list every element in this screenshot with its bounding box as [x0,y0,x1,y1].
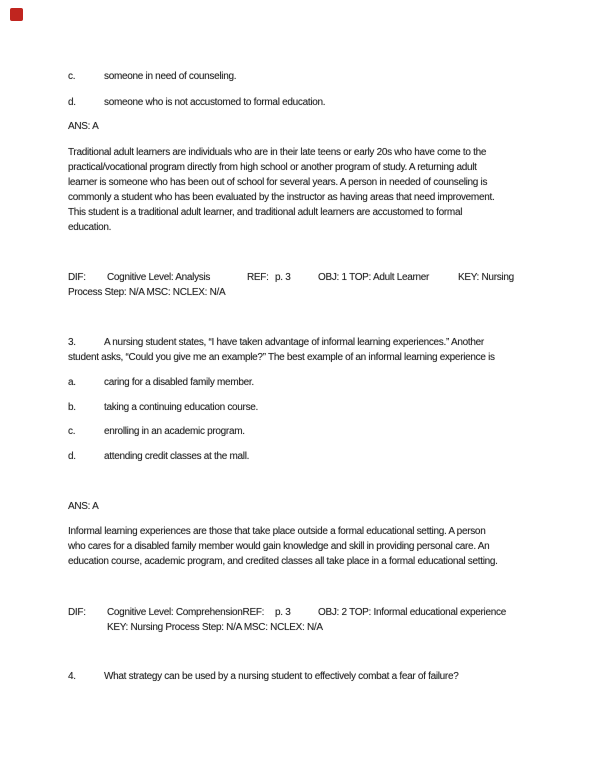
q2-answer: ANS: A [68,121,99,132]
rationale-line: education. [68,222,112,233]
q3-rationale [68,524,586,569]
key-process-step: KEY: Nursing Process Step: N/A MSC: NCLEX: N/A [107,622,323,633]
q3-option-c [68,424,586,439]
option-text: attending credit classes at the mall. [104,451,250,462]
obj-topic: OBJ: 2 TOP: Informal educational experience [318,607,506,618]
rationale-line: practical/vocational program directly from high school or another program of study. A returning adult [68,162,477,173]
q2-meta-line1 [68,270,586,285]
cognitive-level: Cognitive Level: Analysis [107,272,211,283]
q2-option-c [68,69,586,84]
option-label: d. [68,451,76,462]
option-label: c. [68,426,76,437]
q2-rationale [68,145,586,235]
option-text: someone in need of counseling. [104,71,237,82]
q3-meta-line2 [68,620,586,635]
option-label: b. [68,402,76,413]
rationale-line: commonly a student who has been evaluated by the instructor as having areas that need improvement. [68,192,495,203]
q4-stem [68,669,586,684]
question-text: What strategy can be used by a nursing student to effectively combat a fear of failure? [104,671,459,682]
rationale-line: Traditional adult learners are individuals who are in their late teens or early 20s who have come to the [68,147,487,158]
question-number: 3. [68,337,76,348]
rationale-line: This student is a traditional adult learner, and traditional adult learners are accustomed to formal [68,207,463,218]
red-square-marker [10,8,23,21]
cognitive-level-ref: Cognitive Level: ComprehensionREF: [107,607,265,618]
option-label: d. [68,97,76,108]
q3-stem-line1 [68,335,586,350]
q2-option-d [68,95,586,110]
option-text: enrolling in an academic program. [104,426,245,437]
ref-label: REF: [247,272,269,283]
rationale-line: Informal learning experiences are those that take place outside a formal educational setting. A person [68,526,486,537]
dif-label: DIF: [68,607,86,618]
option-text: taking a continuing education course. [104,402,259,413]
rationale-line: education course, academic program, and credited classes all take place in a formal educational setting. [68,556,498,567]
key-label: KEY: Nursing [458,272,514,283]
question-number: 4. [68,671,76,682]
option-text: someone who is not accustomed to formal education. [104,97,326,108]
dif-label: DIF: [68,272,86,283]
q2-meta-line2: Process Step: N/A MSC: NCLEX: N/A [68,287,226,298]
q3-option-a [68,375,586,390]
rationale-line: who cares for a disabled family member would gain knowledge and skill in providing personal care. An [68,541,490,552]
ref-page: p. 3 [275,607,291,618]
q3-stem-line2: student asks, “Could you give me an example?” The best example of an informal learning experience is [68,352,495,363]
q3-option-b [68,400,586,415]
option-label: c. [68,71,76,82]
obj-topic: OBJ: 1 TOP: Adult Learner [318,272,430,283]
rationale-line: learner is someone who has been out of school for several years. A person in needed of counseling is [68,177,488,188]
question-text: A nursing student states, “I have taken advantage of informal learning experiences.” Another [104,337,484,348]
ref-page: p. 3 [275,272,291,283]
option-label: a. [68,377,76,388]
option-text: caring for a disabled family member. [104,377,254,388]
q3-option-d [68,449,586,464]
q3-answer: ANS: A [68,501,99,512]
q3-meta-line1 [68,605,586,620]
